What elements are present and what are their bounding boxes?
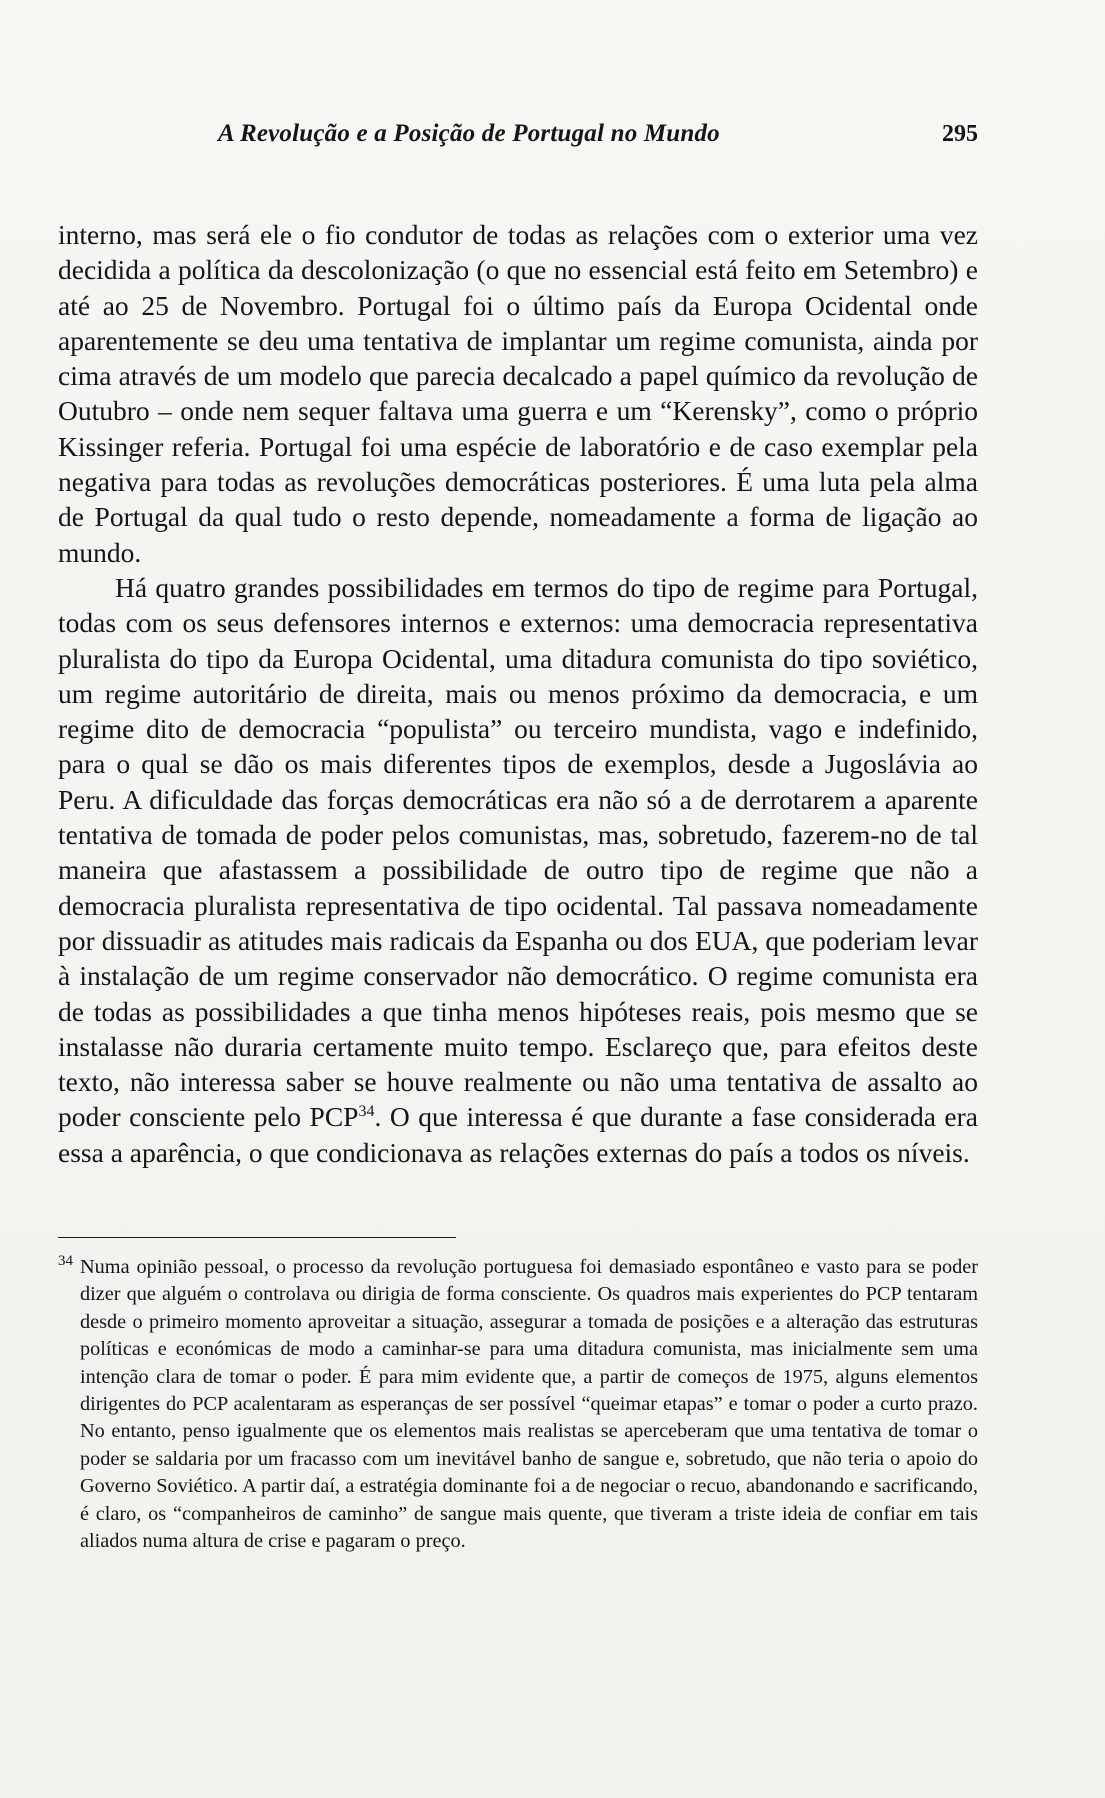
- footnote: [58, 1254, 978, 1555]
- page-number: 295: [942, 121, 978, 147]
- running-title: A Revolução e a Posição de Portugal no Mundo: [218, 120, 720, 147]
- footnote-text: Numa opinião pessoal, o processo da revolução portuguesa foi demasiado espontâneo e vasto para se poder dizer que alguém o controlava ou dirigia de forma consciente. Os quadros mais experientes do PCP tentaram desde o primeiro momento aproveitar a situação, assegurar a tomada de posições e a alteração das estruturas políticas e económicas de modo a caminhar-se para uma ditadura comunista, mas inicialmente sem uma intenção clara de tomar o poder. É para mim evidente que, a partir de começos de 1975, alguns elementos dirigentes do PCP acalentaram as esperanças de ser possível “queimar etapas” e tomar o poder a curto prazo. No entanto, penso igualmente que os elementos mais realistas se aperceberam que uma tentativa de tomar o poder se saldaria por um fracasso com um inevitável banho de sangue e, sobretudo, que não teria o apoio do Governo Soviético. A partir daí, a estratégia dominante foi a de negociar o recuo, abandonando e sacrificando, é claro, os “companheiros de caminho” de sangue mais quente, que tiveram a triste ideia de confiar em tais aliados numa altura de crise e pagaram o preço.: [80, 1256, 978, 1553]
- paragraph-2: [58, 570, 978, 1170]
- paragraph-2-text-before-ref: Há quatro grandes possibilidades em termos do tipo de regime para Portugal, todas com os seus defensores internos e externos: uma democracia representativa pluralista do tipo da Europa Ocidental, uma ditadura comunista do tipo soviético, um regime autoritário de direita, mais ou menos próximo da democracia, e um regime dito de democracia “populista” ou terceiro mundista, vago e indefinido, para o qual se dão os mais diferentes tipos de exemplos, desde a Jugoslávia ao Peru. A dificuldade das forças democráticas era não só a de derrotarem a aparente tentativa de tomada de poder pelos comunistas, mas, sobretudo, fazerem-no de tal maneira que afastassem a possibilidade de outro tipo de regime que não a democracia pluralista representativa de tipo ocidental. Tal passava nomeadamente por dissuadir as atitudes mais radicais da Espanha ou dos EUA, que poderiam levar à instalação de um regime conservador não democrático. O regime comunista era de todas as possibilidades a que tinha menos hipóteses reais, pois mesmo que se instalasse não duraria certamente muito tempo. Esclareço que, para efeitos deste texto, não interessa saber se houve realmente ou não uma tentativa de assalto ao poder consciente pelo PCP: [58, 571, 978, 1133]
- main-text: [58, 217, 978, 1170]
- footnote-divider: [58, 1237, 456, 1238]
- footnote-marker: 34: [58, 1253, 73, 1269]
- footnote-reference: 34: [358, 1103, 375, 1121]
- page-header: [58, 120, 978, 156]
- paragraph-2-text-after-ref: . O que interessa é que durante a fase considerada era essa a aparência, o que condicionava as relações externas do país a todos os níveis.: [58, 1101, 978, 1168]
- paragraph-1: interno, mas será ele o fio condutor de todas as relações com o exterior uma vez decidida a política da descolonização (o que no essencial está feito em Setembro) e até ao 25 de Novembro. Portugal foi o último país da Europa Ocidental onde aparentemente se deu uma tentativa de implantar um regime comunista, ainda por cima através de um modelo que parecia decalcado a papel químico da revolução de Outubro – onde nem sequer faltava uma guerra e um “Kerensky”, como o próprio Kissinger referia. Portugal foi uma espécie de laboratório e de caso exemplar pela negativa para todas as revoluções democráticas posteriores. É uma luta pela alma de Portugal da qual tudo o resto depende, nomeadamente a forma de ligação ao mundo.: [58, 219, 978, 568]
